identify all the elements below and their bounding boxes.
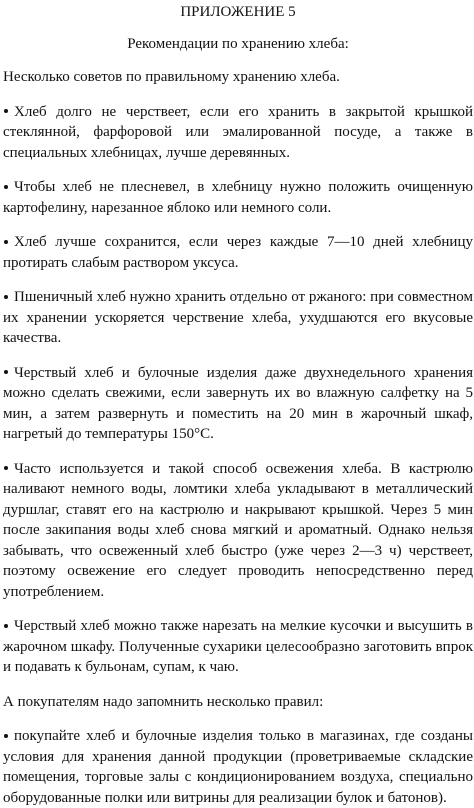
tip-item-5 <box>3 363 473 445</box>
tip-item-2 <box>3 177 473 218</box>
tip-text: Часто используется и такой способ освежения хлеба. В кастрюлю наливают немного воды, ломтики хлеба укладывают в металлический дуршлаг, ставят его на кастрюлю и накрывают крышкой. Через 5 мин после закипания воды хлеб снова мягкий и ароматный. Однако нельзя забывать, что освеженный хлеб быстро (уже через 2—3 ч) черствеет, поэтому освежение его следует проводить непосредственно перед употреблением. <box>3 460 473 600</box>
buyer-rules-list <box>3 726 473 808</box>
tip-text: Черствый хлеб и булочные изделия даже двухнедельного хранения можно сделать свежими, если завернуть их во влажную салфетку на 5 мин, а затем развернуть и поместить на 20 мин в жарочный шкаф, нагретый до температуры 150°С. <box>3 364 473 442</box>
bullet-dot-icon <box>4 734 8 738</box>
rule-text: покупайте хлеб и булочные изделия только в магазинах, где созданы условия для хранения данной продукции (проветриваемые складские помещения, торговые залы с кондиционированием воздуха, специально оборудованные полки или витрины для реализации булок и батонов). <box>3 728 473 806</box>
intro-paragraph: Несколько советов по правильному хранению хлеба. <box>3 69 340 85</box>
bullet-dot-icon <box>4 370 8 374</box>
tip-item-3 <box>3 232 473 273</box>
bullet-dot-icon <box>4 240 8 244</box>
bullet-dot-icon <box>4 466 8 470</box>
bullet-dot-icon <box>4 295 8 299</box>
rules-intro-paragraph: А покупателям надо запомнить несколько правил: <box>3 693 324 710</box>
document-heading: Рекомендации по хранению хлеба: <box>127 36 349 52</box>
bullet-dot-icon <box>4 185 8 189</box>
tip-text: Пшеничный хлеб нужно хранить отдельно от ржаного: при совместном их хранении ускоряется черствение хлеба, ухудшаются его вкусовые качества. <box>3 289 473 346</box>
appendix-title: ПРИЛОЖЕНИЕ 5 <box>180 4 296 20</box>
tip-item-4 <box>3 287 473 349</box>
tip-item-6 <box>3 459 473 603</box>
tip-item-7 <box>3 616 473 678</box>
bullet-dot-icon <box>4 624 8 628</box>
tip-text: Хлеб долго не черствеет, если его хранить в закрытой крышкой стеклянной, фарфоровой или эмалированной посуде, а также в специальных хлебницах, лучше деревянных. <box>3 103 473 161</box>
storage-tips-list <box>3 102 473 678</box>
bullet-dot-icon <box>4 109 8 113</box>
rule-item-1 <box>3 726 473 808</box>
tip-text: Чтобы хлеб не плесневел, в хлебницу нужно положить очищенную картофелину, нарезанное яблоко или немного соли. <box>3 179 473 216</box>
tip-item-1 <box>3 102 473 164</box>
tip-text: Черствый хлеб можно также нарезать на мелкие кусочки и высушить в жарочном шкафу. Полученные сухарики целесообразно заготовить впрок и подавать к бульонам, супам, к чаю. <box>3 618 473 675</box>
tip-text: Хлеб лучше сохранится, если через каждые 7—10 дней хлебницу протирать слабым раствором уксуса. <box>3 234 473 271</box>
